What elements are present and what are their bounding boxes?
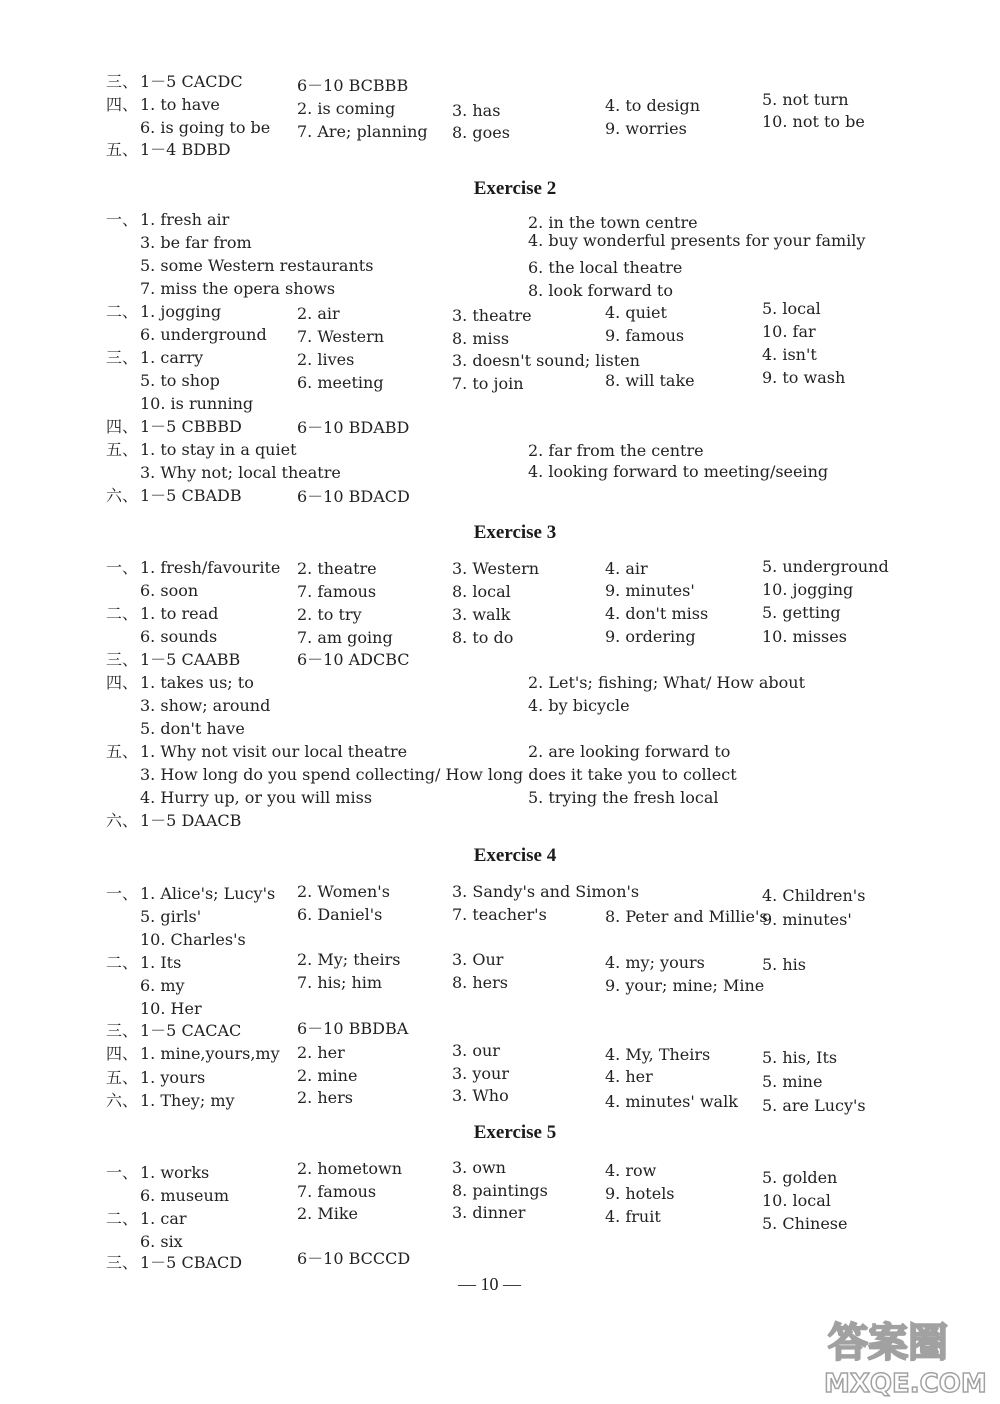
answer-item: 1－5 CAABB bbox=[140, 650, 241, 669]
answer-item: 9. worries bbox=[605, 119, 687, 138]
answer-item: 8. goes bbox=[452, 123, 510, 142]
answer-item: 6－10 BDABD bbox=[297, 418, 410, 437]
answer-item: 4. don't miss bbox=[605, 604, 709, 623]
answer-item: 5. mine bbox=[762, 1072, 823, 1091]
answer-item: 9. minutes' bbox=[605, 581, 695, 600]
answer-item: 3. our bbox=[452, 1041, 500, 1060]
answer-item: 2. are looking forward to bbox=[528, 742, 731, 761]
answer-item: 3. Western bbox=[452, 559, 540, 578]
answer-item: 3. theatre bbox=[452, 306, 532, 325]
answer-item: 8. Peter and Millie's bbox=[605, 907, 768, 926]
answer-item: 1. fresh air bbox=[140, 210, 230, 229]
answer-item: 1. takes us; to bbox=[140, 673, 254, 692]
exercise-3-title: Exercise 3 bbox=[473, 522, 557, 543]
answer-item: 2. in the town centre bbox=[528, 213, 698, 232]
section-marker: 一、 bbox=[106, 1163, 139, 1182]
answer-item: 1. Alice's; Lucy's bbox=[140, 884, 276, 903]
answer-item: 3. own bbox=[452, 1158, 506, 1177]
section-marker: 三、 bbox=[106, 1021, 139, 1040]
answer-item: 7. famous bbox=[297, 582, 377, 601]
answer-item: 5. girls' bbox=[140, 907, 202, 926]
answer-item: 5. local bbox=[762, 299, 821, 318]
answer-item: 3. Our bbox=[452, 950, 504, 969]
answer-item: 5. to shop bbox=[140, 371, 220, 390]
answer-item: 8. local bbox=[452, 582, 511, 601]
section-marker: 六、 bbox=[106, 1091, 139, 1110]
answer-item: 3. dinner bbox=[452, 1203, 526, 1222]
exercise-2-title: Exercise 2 bbox=[473, 178, 557, 199]
answer-item: 7. am going bbox=[297, 628, 393, 647]
answer-item: 4. isn't bbox=[762, 345, 817, 364]
answer-item: 1. to have bbox=[140, 95, 220, 114]
answer-item: 4. Hurry up, or you will miss bbox=[140, 788, 373, 807]
section-marker: 四、 bbox=[106, 673, 139, 692]
answer-item: 1－4 BDBD bbox=[140, 140, 231, 159]
answer-item: 10. jogging bbox=[762, 580, 854, 599]
answer-item: 3. be far from bbox=[140, 233, 252, 252]
section-marker: 二、 bbox=[106, 604, 139, 623]
answer-item: 7. Western bbox=[297, 327, 385, 346]
answer-item: 4. looking forward to meeting/seeing bbox=[528, 462, 829, 481]
answer-item: 3. walk bbox=[452, 605, 511, 624]
answer-item: 2. is coming bbox=[297, 99, 396, 118]
answer-item: 4. buy wonderful presents for your family bbox=[528, 231, 866, 250]
answer-item: 10. not to be bbox=[762, 112, 865, 131]
answer-item: 2. Let's; fishing; What/ How about bbox=[528, 673, 805, 692]
answer-item: 1. fresh/favourite bbox=[140, 558, 281, 577]
answer-item: 5. some Western restaurants bbox=[140, 256, 374, 275]
exercise-5-title: Exercise 5 bbox=[473, 1122, 557, 1143]
answer-item: 2. far from the centre bbox=[528, 441, 704, 460]
answer-item: 2. Mike bbox=[297, 1204, 359, 1223]
answer-item: 3. doesn't sound; listen bbox=[452, 351, 640, 370]
answer-item: 6－10 BDACD bbox=[297, 487, 410, 506]
watermark-logo bbox=[820, 1308, 995, 1398]
answer-item: 10. is running bbox=[140, 394, 254, 413]
answer-item: 4. my; yours bbox=[605, 953, 705, 972]
answer-item: 6. six bbox=[140, 1232, 183, 1251]
answer-item: 10. far bbox=[762, 322, 816, 341]
answer-item: 5. Chinese bbox=[762, 1214, 848, 1233]
section-marker: 五、 bbox=[106, 440, 139, 459]
section-marker: 二、 bbox=[106, 1209, 139, 1228]
answer-item: 1. to stay in a quiet bbox=[140, 440, 297, 459]
answer-item: 2. mine bbox=[297, 1066, 358, 1085]
answer-item: 6. Daniel's bbox=[297, 905, 383, 924]
answer-item: 4. Children's bbox=[762, 886, 866, 905]
answer-item: 1. jogging bbox=[140, 302, 222, 321]
answer-item: 5. his, Its bbox=[762, 1048, 838, 1067]
answer-item: 3. How long do you spend collecting/ How long does it take you to collect bbox=[140, 765, 737, 784]
answer-item: 9. your; mine; Mine bbox=[605, 976, 765, 995]
section-marker: 四、 bbox=[106, 1044, 139, 1063]
answer-item: 1. Why not visit our local theatre bbox=[140, 742, 408, 761]
answer-item: 4. air bbox=[605, 559, 648, 578]
answer-item: 4. her bbox=[605, 1067, 653, 1086]
answer-item: 2. theatre bbox=[297, 559, 377, 578]
answer-item: 2. hers bbox=[297, 1088, 353, 1107]
answer-item: 6－10 BCBBB bbox=[297, 76, 409, 95]
answer-item: 5. don't have bbox=[140, 719, 245, 738]
section-marker: 三、 bbox=[106, 348, 139, 367]
section-marker: 一、 bbox=[106, 884, 139, 903]
answer-item: 2. Women's bbox=[297, 882, 390, 901]
answer-item: 1－5 CACDC bbox=[140, 72, 243, 91]
answer-item: 6. sounds bbox=[140, 627, 218, 646]
answer-item: 2. lives bbox=[297, 350, 355, 369]
answer-item: 4. row bbox=[605, 1161, 657, 1180]
section-marker: 一、 bbox=[106, 558, 139, 577]
watermark-text: 答案圈 bbox=[828, 1320, 948, 1366]
answer-item: 5. not turn bbox=[762, 90, 849, 109]
answer-item: 9. famous bbox=[605, 326, 685, 345]
section-marker: 五、 bbox=[106, 1068, 139, 1087]
section-marker: 四、 bbox=[106, 95, 139, 114]
answer-item: 7. miss the opera shows bbox=[140, 279, 336, 298]
section-marker: 二、 bbox=[106, 302, 139, 321]
answer-item: 6. my bbox=[140, 976, 185, 995]
answer-item: 8. will take bbox=[605, 371, 695, 390]
answer-item: 7. his; him bbox=[297, 973, 383, 992]
answer-item: 4. to design bbox=[605, 96, 701, 115]
answer-item: 1. works bbox=[140, 1163, 210, 1182]
answer-item: 6－10 ADCBC bbox=[297, 650, 410, 669]
answer-item: 5. are Lucy's bbox=[762, 1096, 866, 1115]
answer-item: 4. minutes' walk bbox=[605, 1092, 738, 1111]
answer-item: 6. the local theatre bbox=[528, 258, 683, 277]
answer-item: 1. car bbox=[140, 1209, 187, 1228]
section-marker: 三、 bbox=[106, 72, 139, 91]
answer-item: 1－5 CBADB bbox=[140, 486, 242, 505]
answer-item: 3. show; around bbox=[140, 696, 271, 715]
section-marker: 三、 bbox=[106, 1253, 139, 1272]
answer-item: 5. trying the fresh local bbox=[528, 788, 719, 807]
section-marker: 六、 bbox=[106, 486, 139, 505]
answer-item: 10. local bbox=[762, 1191, 831, 1210]
answer-item: 6－10 BCCCD bbox=[297, 1249, 411, 1268]
answer-item: 1－5 CBACD bbox=[140, 1253, 243, 1272]
answer-item: 6－10 BBDBA bbox=[297, 1019, 409, 1038]
answer-item: 6. museum bbox=[140, 1186, 229, 1205]
answer-item: 5. his bbox=[762, 955, 806, 974]
answer-item: 6. meeting bbox=[297, 373, 384, 392]
answer-item: 9. hotels bbox=[605, 1184, 675, 1203]
answer-item: 1. They; my bbox=[140, 1091, 235, 1110]
answer-item: 1. yours bbox=[140, 1068, 206, 1087]
answer-item: 8. miss bbox=[452, 329, 510, 348]
answer-item: 10. Her bbox=[140, 999, 202, 1018]
section-marker: 四、 bbox=[106, 417, 139, 436]
answer-item: 7. to join bbox=[452, 374, 524, 393]
answer-item: 2. My; theirs bbox=[297, 950, 401, 969]
answer-item: 7. famous bbox=[297, 1182, 377, 1201]
section-marker: 五、 bbox=[106, 140, 139, 159]
answer-item: 1－5 DAACB bbox=[140, 811, 242, 830]
answer-item: 2. air bbox=[297, 304, 340, 323]
answer-item: 1. Its bbox=[140, 953, 182, 972]
answer-item: 6. underground bbox=[140, 325, 267, 344]
answer-item: 8. hers bbox=[452, 973, 508, 992]
answer-item: 6. soon bbox=[140, 581, 199, 600]
answer-item: 1－5 CBBBD bbox=[140, 417, 242, 436]
answer-item: 4. My, Theirs bbox=[605, 1045, 711, 1064]
answer-item: 1. to read bbox=[140, 604, 219, 623]
answer-item: 1－5 CACAC bbox=[140, 1021, 242, 1040]
answer-item: 5. getting bbox=[762, 603, 841, 622]
watermark-domain: MXQE.COM bbox=[824, 1369, 987, 1398]
answer-item: 3. Who bbox=[452, 1086, 509, 1105]
answer-item: 6. is going to be bbox=[140, 118, 271, 137]
answer-item: 3. your bbox=[452, 1064, 509, 1083]
answer-item: 1. mine,yours,my bbox=[140, 1044, 280, 1063]
answer-item: 9. ordering bbox=[605, 627, 696, 646]
answer-item: 3. has bbox=[452, 101, 501, 120]
answer-item: 7. teacher's bbox=[452, 905, 547, 924]
answer-item: 5. golden bbox=[762, 1168, 838, 1187]
answer-item: 9. to wash bbox=[762, 368, 846, 387]
answer-item: 2. hometown bbox=[297, 1159, 402, 1178]
answer-item: 2. her bbox=[297, 1043, 345, 1062]
answer-item: 1. carry bbox=[140, 348, 204, 367]
answer-item: 9. minutes' bbox=[762, 910, 852, 929]
answer-item: 3. Why not; local theatre bbox=[140, 463, 341, 482]
section-marker: 六、 bbox=[106, 811, 139, 830]
answer-item: 4. by bicycle bbox=[528, 696, 630, 715]
section-marker: 三、 bbox=[106, 650, 139, 669]
answer-item: 7. Are; planning bbox=[297, 122, 428, 141]
section-marker: 一、 bbox=[106, 210, 139, 229]
answer-item: 5. underground bbox=[762, 557, 889, 576]
answer-item: 3. Sandy's and Simon's bbox=[452, 882, 640, 901]
page-number: — 10 — bbox=[458, 1274, 521, 1294]
answer-item: 8. paintings bbox=[452, 1181, 548, 1200]
section-marker: 五、 bbox=[106, 742, 139, 761]
answer-item: 10. misses bbox=[762, 627, 847, 646]
answer-item: 8. to do bbox=[452, 628, 514, 647]
exercise-4-title: Exercise 4 bbox=[473, 845, 557, 866]
answer-item: 4. fruit bbox=[605, 1207, 661, 1226]
section-marker: 二、 bbox=[106, 953, 139, 972]
answer-item: 2. to try bbox=[297, 605, 362, 624]
answer-item: 8. look forward to bbox=[528, 281, 673, 300]
answer-item: 4. quiet bbox=[605, 303, 667, 322]
answer-item: 10. Charles's bbox=[140, 930, 246, 949]
